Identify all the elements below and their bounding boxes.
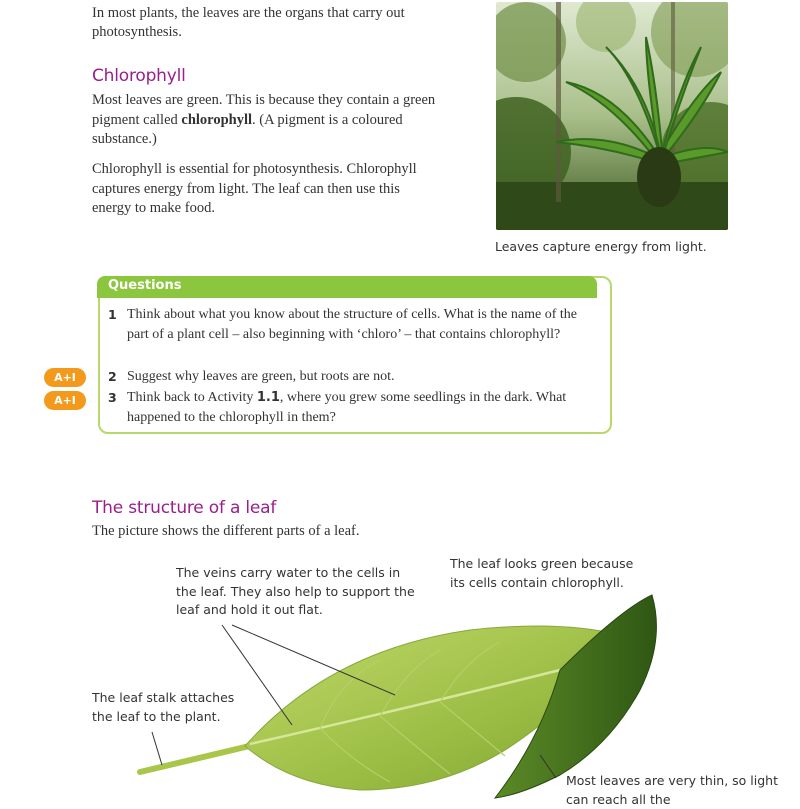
chlorophyll-paragraph-1 [92, 91, 437, 150]
question-3 [108, 388, 598, 428]
question-number: 3 [108, 390, 117, 405]
photo-caption: Leaves capture energy from light. [495, 239, 707, 254]
a-i-badge: A+I [44, 368, 86, 387]
chlorophyll-text: . (A pigment is a coloured substance.) [92, 111, 403, 147]
question-number: 1 [108, 307, 117, 322]
question-text-part: Think back to Activity [127, 390, 257, 405]
chlorophyll-paragraph-2: Chlorophyll is essential for photosynthesis. Chlorophyll captures energy from light. The leaf can then use this energy to make food. [92, 161, 417, 216]
questions-tab-label: Questions [108, 278, 182, 293]
leaf-structure-heading: The structure of a leaf [92, 498, 277, 518]
leaf-stalk-label: The leaf stalk attaches the leaf to the plant. [92, 690, 235, 724]
chlorophyll-text: Most leaves are green. This is because they contain a green pigment called [92, 92, 436, 128]
intro-paragraph: In most plants, the leaves are the organs that carry out photosynthesis. [92, 5, 405, 40]
veins-label: The veins carry water to the cells in the leaf. They also help to support the leaf and hold it out flat. [176, 565, 415, 617]
question-text-part: , where you grew some seedlings in the dark. What happened to the chlorophyll in them? [127, 390, 567, 425]
question-number: 2 [108, 369, 117, 384]
thin-leaf-label: Most leaves are very thin, so light can reach all the [566, 773, 779, 807]
question-1 [108, 305, 598, 345]
forest-fern-photo [496, 2, 728, 230]
question-2 [108, 367, 598, 388]
activity-number: 1.1 [256, 390, 280, 405]
green-colour-label: The leaf looks green because its cells contain chlorophyll. [450, 556, 634, 590]
leaf-structure-intro: The picture shows the different parts of a leaf. [92, 523, 360, 539]
question-text: Suggest why leaves are green, but roots are not. [127, 369, 395, 384]
question-text [127, 388, 597, 428]
chlorophyll-bold-term: chlorophyll [181, 111, 253, 128]
question-text: Think about what you know about the structure of cells. What is the name of the part of a plant cell – also beginning with ‘chloro’ – that contains chlorophyll? [127, 307, 577, 342]
a-i-badge: A+I [44, 391, 86, 410]
chlorophyll-heading: Chlorophyll [92, 66, 186, 86]
